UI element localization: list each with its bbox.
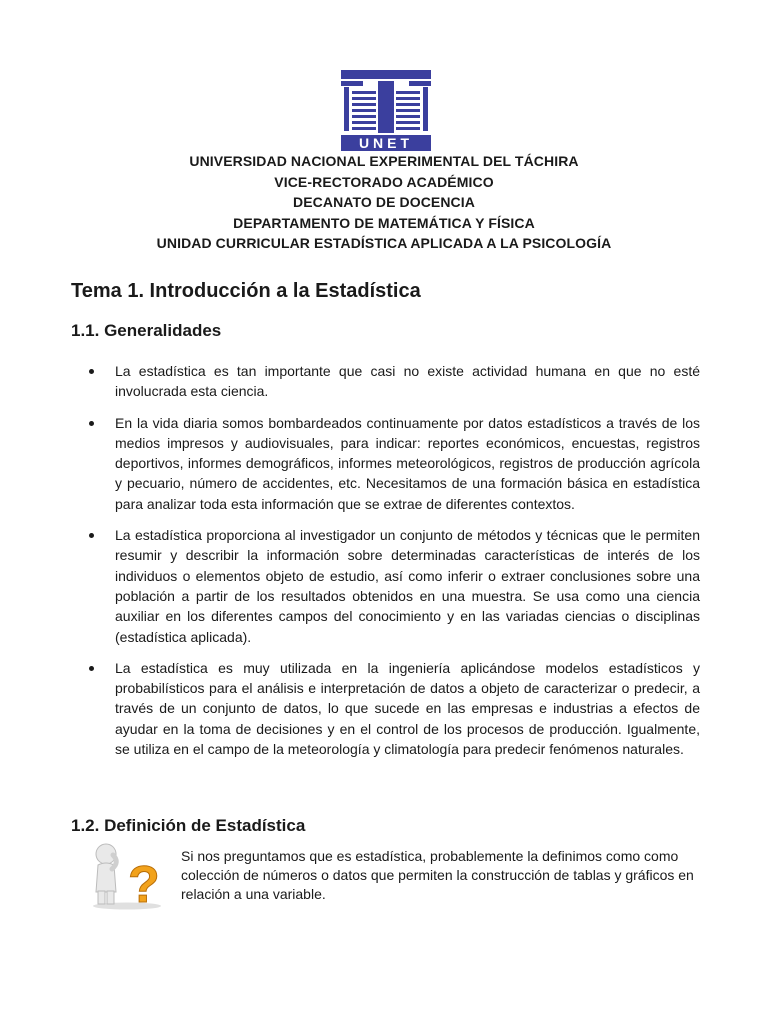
bullet-icon: [89, 533, 94, 538]
institution-header: [0, 151, 768, 254]
bullet-icon: [89, 666, 94, 671]
bullet-icon: [89, 421, 94, 426]
department: DEPARTAMENTO DE MATEMÁTICA Y FÍSICA: [233, 214, 535, 231]
section-title-definicion: 1.2. Definición de Estadística: [71, 816, 306, 835]
curricular-unit: UNIDAD CURRICULAR ESTADÍSTICA APLICADA A LA PSICOLOGÍA: [156, 235, 612, 251]
definition-text: Si nos preguntamos que es estadística, probablemente la definimos como como colección de números o datos que permiten la construcción de tablas y gráficos en relación a una variable.: [181, 848, 694, 902]
list-item: [84, 413, 700, 514]
bullet-text: La estadística es muy utilizada en la ingeniería aplicándose modelos estadísticos y probabilísticos para el análisis e interpretación de datos a objeto de caracterizar o predecir, a través de un conjunto de datos, lo que sucede en las empresas e industrias a efectos de ayudar en la toma de decisiones y en el control de los procesos de producción. Igualmente, se utiliza en el campo de la meteorología y climatología para predecir fenómenos naturales.: [115, 659, 700, 758]
bullet-text: En la vida diaria somos bombardeados continuamente por datos estadísticos a través de los medios impresos y audiovisuales, para indicar: reportes económicos, encuestas, registros deportivos, informes demográficos, informes meteorológicos, registros de producción agrícola y pecuario, número de accidentes, etc. Necesitamos de una formación básica en estadística para analizar toda esta información que se extrae de diferentes contextos.: [115, 414, 700, 512]
svg-text:?: ?: [128, 856, 160, 910]
vice-rectorate: VICE-RECTORADO ACADÉMICO: [274, 173, 494, 190]
list-item: [84, 525, 700, 647]
section-title-generalidades: 1.1. Generalidades: [71, 321, 222, 340]
bullet-list: [84, 361, 700, 770]
thinking-person-question-mark-icon: [85, 840, 170, 910]
unet-logo-icon: [340, 70, 432, 152]
bullet-text: La estadística proporciona al investigador un conjunto de métodos y técnicas que le permiten resumir y describir la información sobre determinadas características de interés de los individuos o elementos objeto de estudio, así como inferir o extraer conclusiones sobre una población a partir de los resultados obtenidos en una muestra. Se usa como una ciencia auxiliar en los diferentes campos del conocimiento y en las variadas ciencias o disciplinas (estadística aplicada).: [115, 527, 700, 645]
list-item: [84, 361, 700, 402]
deanery: DECANATO DE DOCENCIA: [293, 194, 475, 210]
list-item: [84, 658, 700, 759]
bullet-text: La estadística es tan importante que casi no existe actividad humana en que no esté involucrada esta ciencia.: [115, 363, 700, 400]
university-name: UNIVERSIDAD NACIONAL EXPERIMENTAL DEL TÁCHIRA: [189, 153, 579, 169]
logo-text: UNET: [358, 135, 414, 151]
topic-title: Tema 1. Introducción a la Estadística: [71, 280, 421, 302]
unet-logo: [340, 70, 432, 152]
bullet-icon: [89, 369, 94, 374]
